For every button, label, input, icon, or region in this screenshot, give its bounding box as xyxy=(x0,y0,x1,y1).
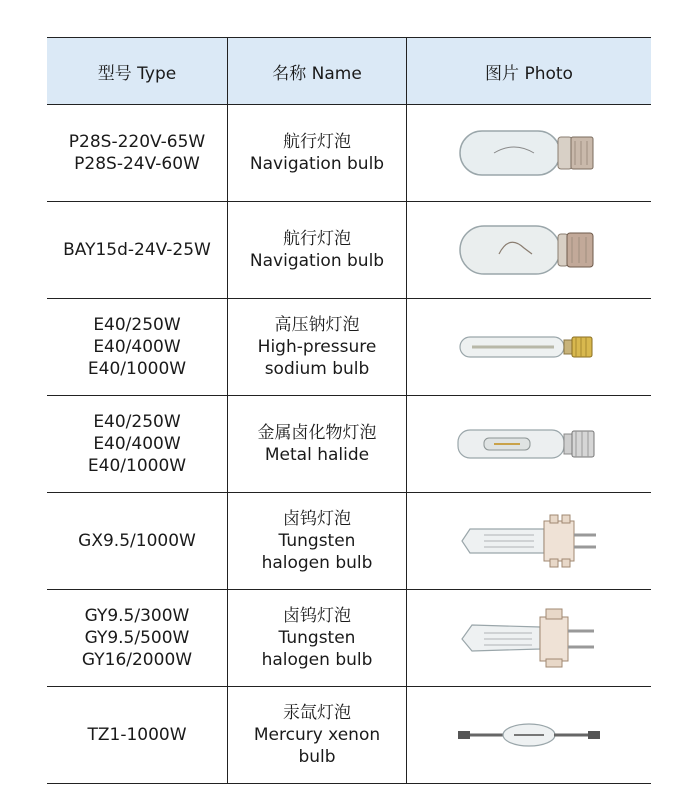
type-cell xyxy=(47,105,228,202)
halogen-bulb-icon xyxy=(454,511,604,571)
type-line: GY9.5/300W xyxy=(84,606,190,626)
table-row xyxy=(47,590,651,687)
photo-cell xyxy=(407,396,652,493)
photo-cell xyxy=(407,590,652,687)
name-line: 卤钨灯泡 xyxy=(283,606,351,626)
type-line: GX9.5/1000W xyxy=(78,531,196,551)
name-line: Navigation bulb xyxy=(249,251,385,271)
type-cell xyxy=(47,590,228,687)
type-cell xyxy=(47,493,228,590)
type-cell xyxy=(47,396,228,493)
name-line: bulb xyxy=(298,747,336,767)
type-cell xyxy=(47,687,228,784)
type-line: BAY15d-24V-25W xyxy=(63,240,211,260)
table-row xyxy=(47,202,651,299)
bulb-spec-table xyxy=(47,37,651,784)
type-line: E40/400W xyxy=(93,337,181,357)
type-line: GY16/2000W xyxy=(81,650,193,670)
name-line: halogen bulb xyxy=(261,553,373,573)
table-row xyxy=(47,105,651,202)
halogen-bulb-icon xyxy=(454,603,604,673)
type-line: TZ1-1000W xyxy=(87,725,187,745)
name-line: 高压钠灯泡 xyxy=(274,315,360,335)
name-line: 航行灯泡 xyxy=(283,132,351,152)
table-row xyxy=(47,299,651,396)
table-row xyxy=(47,493,651,590)
name-cell xyxy=(228,687,407,784)
name-line: 汞氙灯泡 xyxy=(283,703,351,723)
table-header-row xyxy=(47,38,651,105)
name-line: sodium bulb xyxy=(264,359,370,379)
name-line: Tungsten xyxy=(278,531,356,551)
name-line: 航行灯泡 xyxy=(283,229,351,249)
name-cell xyxy=(228,590,407,687)
type-line: E40/1000W xyxy=(87,456,187,476)
photo-cell xyxy=(407,493,652,590)
name-line: halogen bulb xyxy=(261,650,373,670)
sodium-bulb-icon xyxy=(454,327,604,367)
type-cell xyxy=(47,299,228,396)
type-line: E40/250W xyxy=(93,412,181,432)
name-line: Metal halide xyxy=(264,445,370,465)
table-row xyxy=(47,687,651,784)
name-cell xyxy=(228,105,407,202)
name-line: Mercury xenon xyxy=(253,725,381,745)
table-row xyxy=(47,396,651,493)
name-line: Navigation bulb xyxy=(249,154,385,174)
photo-cell xyxy=(407,105,652,202)
navigation-bulb-icon xyxy=(454,123,604,183)
photo-cell xyxy=(407,687,652,784)
header-type: 型号 Type xyxy=(47,38,228,105)
name-line: High-pressure xyxy=(257,337,377,357)
name-line: Tungsten xyxy=(278,628,356,648)
photo-cell xyxy=(407,299,652,396)
name-cell xyxy=(228,202,407,299)
mercury-xenon-bulb-icon xyxy=(454,717,604,753)
navigation-bulb-icon xyxy=(454,220,604,280)
photo-cell xyxy=(407,202,652,299)
type-line: E40/1000W xyxy=(87,359,187,379)
type-line: GY9.5/500W xyxy=(84,628,190,648)
type-line: P28S-24V-60W xyxy=(74,154,200,174)
name-line: 卤钨灯泡 xyxy=(283,509,351,529)
header-photo: 图片 Photo xyxy=(407,38,652,105)
name-cell xyxy=(228,396,407,493)
type-line: E40/400W xyxy=(93,434,181,454)
type-line: E40/250W xyxy=(93,315,181,335)
header-name: 名称 Name xyxy=(228,38,407,105)
name-cell xyxy=(228,299,407,396)
type-cell xyxy=(47,202,228,299)
name-line: 金属卤化物灯泡 xyxy=(257,423,377,443)
type-line: P28S-220V-65W xyxy=(68,132,206,152)
metal-halide-bulb-icon xyxy=(454,422,604,466)
name-cell xyxy=(228,493,407,590)
